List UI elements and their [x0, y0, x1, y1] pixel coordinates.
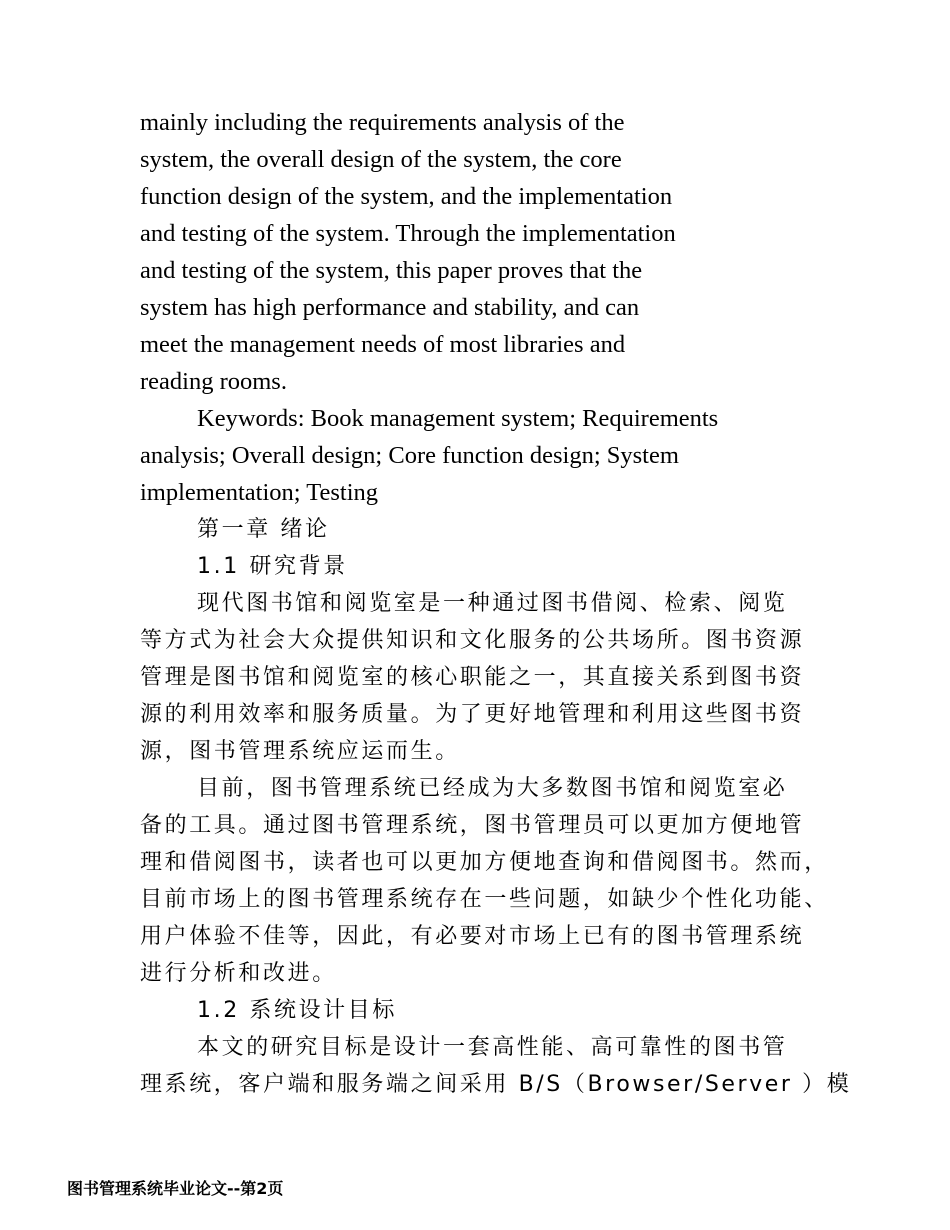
text-line: 备的工具。通过图书管理系统，图书管理员可以更加方便地管 [140, 813, 805, 838]
text-line: analysis; Overall design; Core function design; System [140, 442, 679, 469]
text-line: meet the management needs of most libraries and [140, 331, 626, 358]
text-line: and testing of the system, this paper proves that the [140, 257, 643, 284]
text-line: 理和借阅图书，读者也可以更加方便地查询和借阅图书。然而， [140, 850, 829, 875]
text-line: 源的利用效率和服务质量。为了更好地管理和利用这些图书资 [140, 702, 805, 727]
text-line: mainly including the requirements analysis of the [140, 109, 625, 136]
text-line: 用户体验不佳等，因此，有必要对市场上已有的图书管理系统 [140, 924, 805, 949]
text-line: system, the overall design of the system, the core [140, 146, 622, 173]
text-line: 本文的研究目标是设计一套高性能、高可靠性的图书管 [197, 1035, 788, 1060]
text-line: 等方式为社会大众提供知识和文化服务的公共场所。图书资源 [140, 628, 805, 653]
text-line: 1.1 研究背景 [197, 554, 348, 579]
page-footer: 图书管理系统毕业论文--第2页 [67, 1179, 284, 1198]
text-line: Keywords: Book management system; Requirements [197, 405, 719, 432]
text-line: 进行分析和改进。 [140, 961, 337, 986]
text-line: system has high performance and stability, and can [140, 294, 640, 321]
text-line: 源，图书管理系统应运而生。 [140, 739, 460, 764]
text-line: 管理是图书馆和阅览室的核心职能之一，其直接关系到图书资 [140, 665, 805, 690]
text-line: function design of the system, and the implementation [140, 183, 673, 210]
text-line: and testing of the system. Through the implementation [140, 220, 676, 247]
body-text [140, 104, 852, 1103]
text-line: 第一章 绪论 [197, 517, 330, 542]
text-line: 目前，图书管理系统已经成为大多数图书馆和阅览室必 [197, 776, 788, 801]
text-line: 1.2 系统设计目标 [197, 998, 397, 1023]
text-line: 理系统，客户端和服务端之间采用 B/S（Browser/Server ）模 [140, 1072, 852, 1097]
text-line: reading rooms. [140, 368, 287, 395]
text-line: 现代图书馆和阅览室是一种通过图书借阅、检索、阅览 [197, 591, 788, 616]
text-line: 目前市场上的图书管理系统存在一些问题，如缺少个性化功能、 [140, 887, 829, 912]
text-line: implementation; Testing [140, 479, 379, 506]
